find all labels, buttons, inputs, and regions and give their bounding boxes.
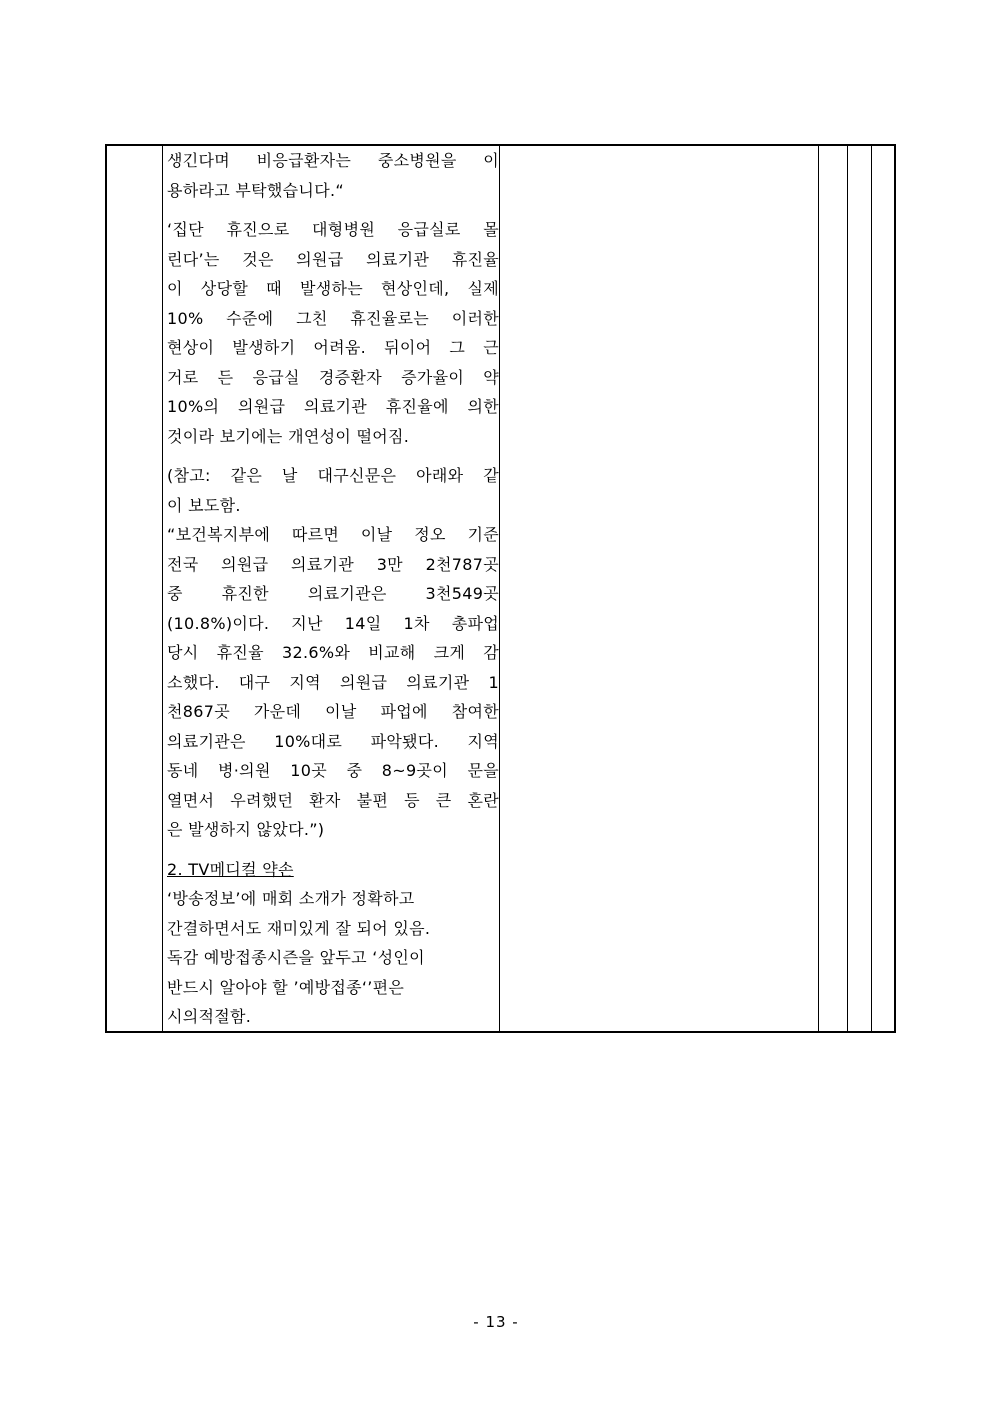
text-line: 10%의 의원급 의료기관 휴진율에 의한 bbox=[167, 397, 499, 416]
text-line: 거로 든 응급실 경증환자 증가율이 약 bbox=[167, 367, 499, 387]
review-table bbox=[105, 144, 896, 1033]
paragraph-4 bbox=[167, 855, 499, 1032]
text-line: 현상이 발생하기 어려움. 뒤이어 그 근 bbox=[167, 338, 499, 357]
text-line: 독감 예방접종시즌을 앞두고 ‘성인이 bbox=[167, 948, 425, 967]
text-line: 의료기관은 10%대로 파악됐다. 지역 bbox=[167, 731, 499, 751]
text-line: 은 발생하지 않았다.”) bbox=[167, 820, 325, 839]
text-line: (10.8%)이다. 지난 14일 1차 총파업 bbox=[167, 613, 499, 633]
text-line: 린다’는 것은 의원급 의료기관 휴진율 bbox=[167, 249, 499, 269]
text-line: 중 휴진한 의료기관은 3천549곳 bbox=[167, 584, 499, 603]
text-line: 반드시 알아야 할 ’예방접종‘’편은 bbox=[167, 977, 405, 997]
column-divider bbox=[871, 146, 872, 1031]
paragraph-2 bbox=[167, 215, 499, 451]
text-line: 소했다. 대구 지역 의원급 의료기관 1 bbox=[167, 672, 499, 692]
text-line: 열면서 우려했던 환자 불편 등 큰 혼란 bbox=[167, 790, 499, 810]
text-line: 동네 병·의원 10곳 중 8~9곳이 문을 bbox=[167, 761, 499, 780]
text-line: 이 상당할 때 발생하는 현상인데, 실제 bbox=[167, 279, 499, 298]
paragraph-3 bbox=[167, 461, 499, 845]
text-line: 10% 수준에 그친 휴진율로는 이러한 bbox=[167, 308, 499, 328]
text-line: (참고: 같은 날 대구신문은 아래와 같 bbox=[167, 466, 499, 485]
text-line: 시의적절함. bbox=[167, 1007, 252, 1026]
page-number: - 13 - bbox=[473, 1313, 519, 1331]
text-line: “보건복지부에 따르면 이날 정오 기준 bbox=[167, 525, 499, 544]
column-divider bbox=[162, 146, 163, 1031]
text-line: 것이라 보기에는 개연성이 떨어짐. bbox=[167, 426, 410, 446]
text-line: ‘집단 휴진으로 대형병원 응급실로 몰 bbox=[167, 220, 499, 239]
text-line: 생긴다며 비응급환자는 중소병원을 이 bbox=[167, 151, 499, 170]
text-line: 간결하면서도 재미있게 잘 되어 있음. bbox=[167, 918, 431, 938]
paragraph-1 bbox=[167, 146, 499, 205]
column-divider bbox=[818, 146, 819, 1031]
text-line: 당시 휴진율 32.6%와 비교해 크게 감 bbox=[167, 643, 499, 662]
text-line: 이 보도함. bbox=[167, 495, 241, 515]
column-divider bbox=[847, 146, 848, 1031]
text-line: ‘방송정보’에 매회 소개가 정확하고 bbox=[167, 889, 415, 908]
text-line: 용하라고 부탁했습니다.“ bbox=[167, 180, 344, 200]
section-heading: 2. TV메디컬 약손 bbox=[167, 859, 294, 879]
text-line: 천867곳 가운데 이날 파업에 참여한 bbox=[167, 702, 499, 721]
review-text-cell bbox=[164, 146, 501, 1032]
text-line: 전국 의원급 의료기관 3만 2천787곳 bbox=[167, 554, 499, 574]
